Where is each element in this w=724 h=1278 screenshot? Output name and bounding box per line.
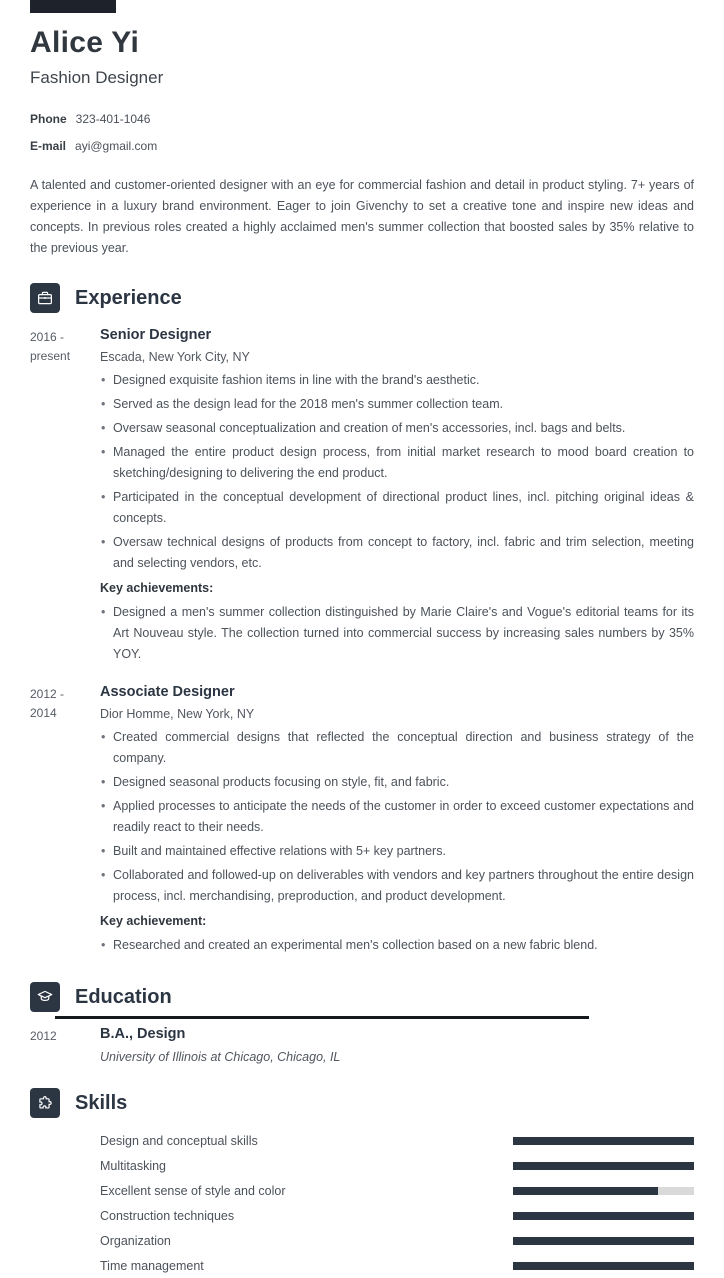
skill-label: Multitasking [100, 1158, 166, 1173]
skill-level-bar [513, 1187, 694, 1195]
resume-header [0, 0, 724, 153]
date-start: 2016 - [30, 330, 65, 344]
skill-row [100, 1178, 694, 1203]
contact-value: 323-401-1046 [75, 112, 151, 126]
date-end: 2014 [30, 706, 57, 721]
job-bullet: • Built and maintained effective relations with 5+ key partners. [100, 841, 694, 862]
section-title-skills: Skills [75, 1091, 128, 1114]
skill-level-bar [513, 1237, 694, 1245]
school-name: University of Illinois at Chicago, Chicago, IL [100, 1050, 341, 1065]
job-bullet: • Designed seasonal products focusing on style, fit, and fabric. [100, 772, 694, 793]
job-bullet: • Created commercial designs that reflected the conceptual direction and business strategy of the company. [100, 727, 694, 769]
job-bullet: • Served as the design lead for the 2018 men's summer collection team. [100, 394, 694, 415]
skill-level-fill [513, 1137, 694, 1145]
date-end: present [30, 349, 71, 363]
skill-label: Organization [100, 1233, 171, 1248]
section-title-education: Education [75, 985, 172, 1008]
entry-dates [30, 683, 100, 956]
skill-level-bar [513, 1262, 694, 1270]
skill-label: Construction techniques [100, 1208, 235, 1223]
professional-summary: A talented and customer-oriented designer with an eye for commercial fashion and detail in product styling. 7+ years of experience in a luxury brand environment. Eager to join Givenchy to set a creative tone and inspire new ideas and concepts. In previous roles created a highly acclaimed men's summer collection that boosted sales by 35% relative to the previous year. [30, 178, 694, 255]
entry-body [100, 326, 694, 665]
job-bullet: • Managed the entire product design process, from initial market research to mood board creation to sketching/designing to delivering the end product. [100, 442, 694, 484]
job-bullet: • Oversaw seasonal conceptualization and creation of men's accessories, incl. bags and belts. [100, 418, 694, 439]
job-bullet: • Applied processes to anticipate the needs of the customer in order to exceed customer expectations and readily react to their needs. [100, 796, 694, 838]
entry-body [100, 1025, 694, 1064]
achievement-list [100, 602, 694, 665]
contact-label: E-mail [30, 139, 67, 153]
job-bullet: • Oversaw technical designs of products from concept to factory, incl. fabric and trim selection, meeting and selecting vendors, etc. [100, 532, 694, 574]
education-section-header [30, 982, 694, 1012]
skill-level-fill [513, 1237, 694, 1245]
experience-entry [30, 326, 694, 665]
job-role: Senior Designer [100, 327, 212, 343]
achievement-bullet: • Researched and created an experimental men's collection based on a new fabric blend. [100, 935, 694, 956]
bottom-page-edge-line [55, 1016, 589, 1019]
job-bullet-list [100, 727, 694, 907]
skill-row [100, 1253, 694, 1278]
key-achievement-label: Key achievement: [100, 914, 207, 929]
skills-section-header [30, 1088, 694, 1118]
top-page-edge-bar [30, 0, 116, 13]
person-name: Alice Yi [30, 26, 140, 59]
experience-section-header [30, 283, 694, 313]
contact-row [30, 139, 694, 153]
contact-list [30, 112, 694, 153]
job-bullet: • Participated in the conceptual development of directional product lines, incl. pitching original ideas & concepts. [100, 487, 694, 529]
job-company: Escada, New York City, NY [100, 350, 250, 365]
skill-level-bar [513, 1162, 694, 1170]
job-bullet: • Collaborated and followed-up on deliverables with vendors and key partners throughout the entire design process, incl. merchandising, preproduction, and product development. [100, 865, 694, 907]
date-start: 2012 - [30, 687, 65, 702]
job-company: Dior Homme, New York, NY [100, 707, 255, 722]
skill-row [100, 1153, 694, 1178]
skill-row [100, 1228, 694, 1253]
skill-level-bar [513, 1212, 694, 1220]
puzzle-icon [30, 1088, 60, 1118]
skill-level-bar [513, 1137, 694, 1145]
experience-entry [30, 683, 694, 956]
skill-level-fill [513, 1212, 694, 1220]
skill-level-fill [513, 1187, 658, 1195]
person-job-title: Fashion Designer [30, 68, 164, 87]
job-bullet: • Designed exquisite fashion items in line with the brand's aesthetic. [100, 370, 694, 391]
skill-row [100, 1128, 694, 1153]
skill-label: Excellent sense of style and color [100, 1183, 286, 1198]
skill-level-fill [513, 1262, 694, 1270]
skill-row [100, 1203, 694, 1228]
briefcase-icon [30, 283, 60, 313]
section-title-experience: Experience [75, 286, 182, 309]
achievement-bullet: • Designed a men's summer collection distinguished by Marie Claire's and Vogue's editorial teams for its Art Nouveau style. The collection turned into commercial success by increasing sales numbers by 35% YOY. [100, 602, 694, 665]
contact-label: Phone [30, 112, 67, 126]
education-entry [30, 1025, 694, 1064]
graduation-cap-icon [30, 982, 60, 1012]
achievement-list [100, 935, 694, 956]
contact-row [30, 112, 694, 126]
skill-level-fill [513, 1162, 694, 1170]
skills-list [100, 1128, 694, 1278]
job-role: Associate Designer [100, 684, 235, 701]
education-date: 2012 [30, 1029, 57, 1044]
entry-body [100, 683, 694, 956]
contact-value: ayi@gmail.com [75, 139, 158, 153]
entry-dates [30, 1025, 100, 1064]
skill-label: Design and conceptual skills [100, 1133, 258, 1148]
skill-label: Time management [100, 1258, 204, 1273]
entry-dates [30, 326, 100, 665]
degree-title: B.A., Design [100, 1026, 186, 1043]
key-achievements-label: Key achievements: [100, 581, 214, 596]
job-bullet-list [100, 370, 694, 574]
